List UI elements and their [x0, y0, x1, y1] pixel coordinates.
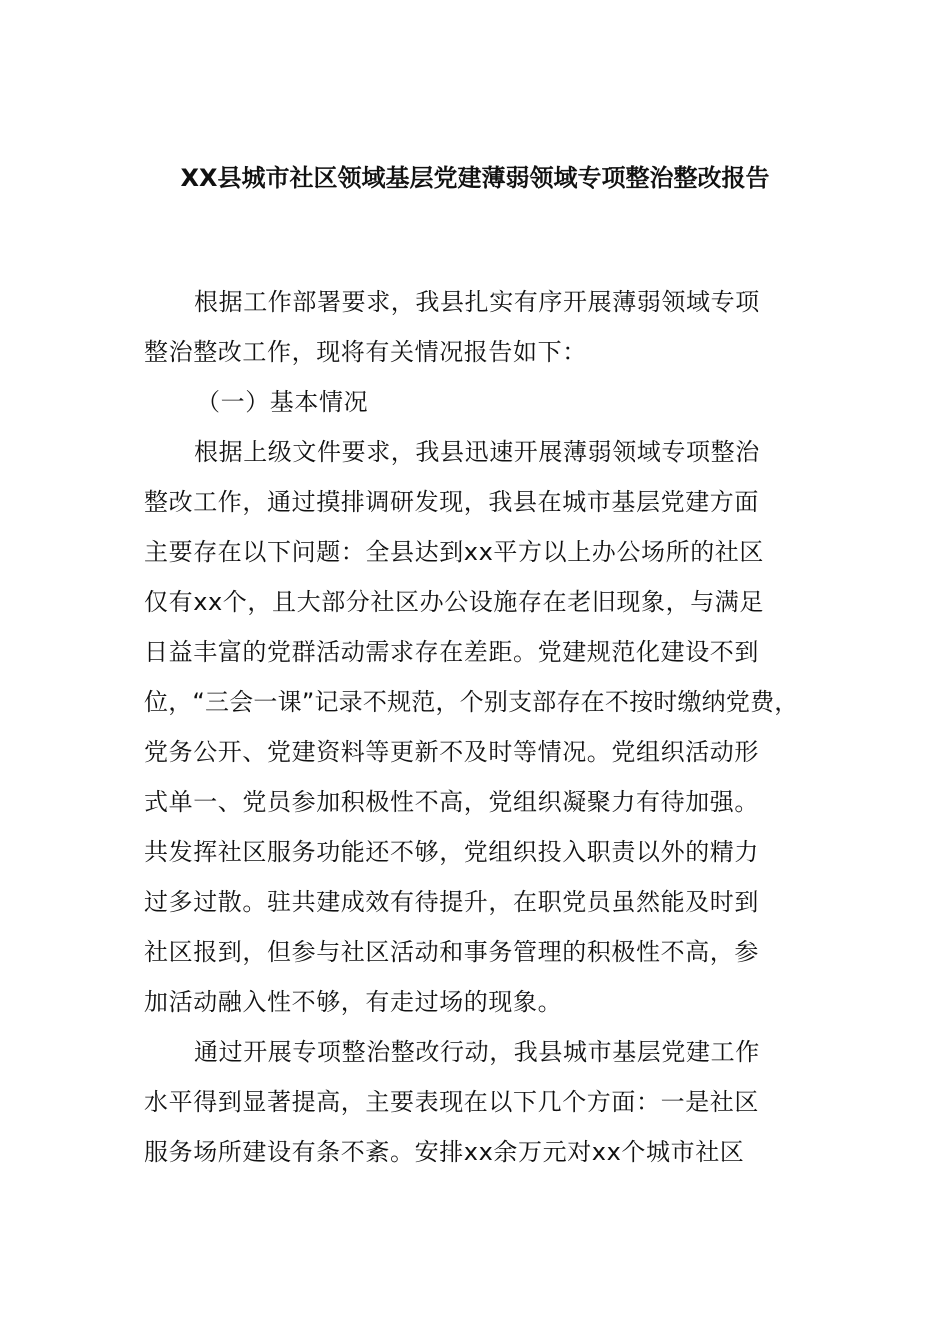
paragraph-line: 位，“三会一课”记录不规范，个别支部存在不按时缴纳党费， — [144, 688, 799, 716]
section-heading: （一）基本情况 — [196, 388, 369, 416]
paragraph-line: 通过开展专项整治整改行动，我县城市基层党建工作 — [194, 1038, 760, 1066]
document-title: XX县城市社区领域基层党建薄弱领域专项整治整改报告 — [180, 164, 770, 192]
paragraph-line: 共发挥社区服务功能还不够，党组织投入职责以外的精力 — [144, 838, 759, 866]
paragraph-line: 党务公开、党建资料等更新不及时等情况。党组织活动形 — [144, 738, 759, 766]
paragraph-line: 式单一、党员参加积极性不高，党组织凝聚力有待加强。 — [144, 788, 759, 816]
paragraph-line: 根据工作部署要求，我县扎实有序开展薄弱领域专项 — [194, 288, 760, 316]
paragraph-line: 主要存在以下问题：全县达到xx平方以上办公场所的社区 — [144, 538, 765, 566]
paragraph-line: 水平得到显著提高，主要表现在以下几个方面：一是社区 — [144, 1088, 759, 1116]
paragraph-line: 社区报到，但参与社区活动和事务管理的积极性不高，参 — [144, 938, 759, 966]
paragraph-line: 整改工作，通过摸排调研发现，我县在城市基层党建方面 — [144, 488, 759, 516]
paragraph-line: 仅有xx个，且大部分社区办公设施存在老旧现象，与满足 — [144, 588, 765, 616]
paragraph-line: 过多过散。驻共建成效有待提升，在职党员虽然能及时到 — [144, 888, 759, 916]
paragraph-line: 加活动融入性不够，有走过场的现象。 — [144, 988, 563, 1016]
paragraph-line: 服务场所建设有条不紊。安排xx余万元对xx个城市社区 — [144, 1138, 745, 1166]
paragraph-line: 根据上级文件要求，我县迅速开展薄弱领域专项整治 — [194, 438, 760, 466]
paragraph-line: 整治整改工作，现将有关情况报告如下： — [144, 338, 587, 366]
paragraph-line: 日益丰富的党群活动需求存在差距。党建规范化建设不到 — [144, 638, 759, 666]
